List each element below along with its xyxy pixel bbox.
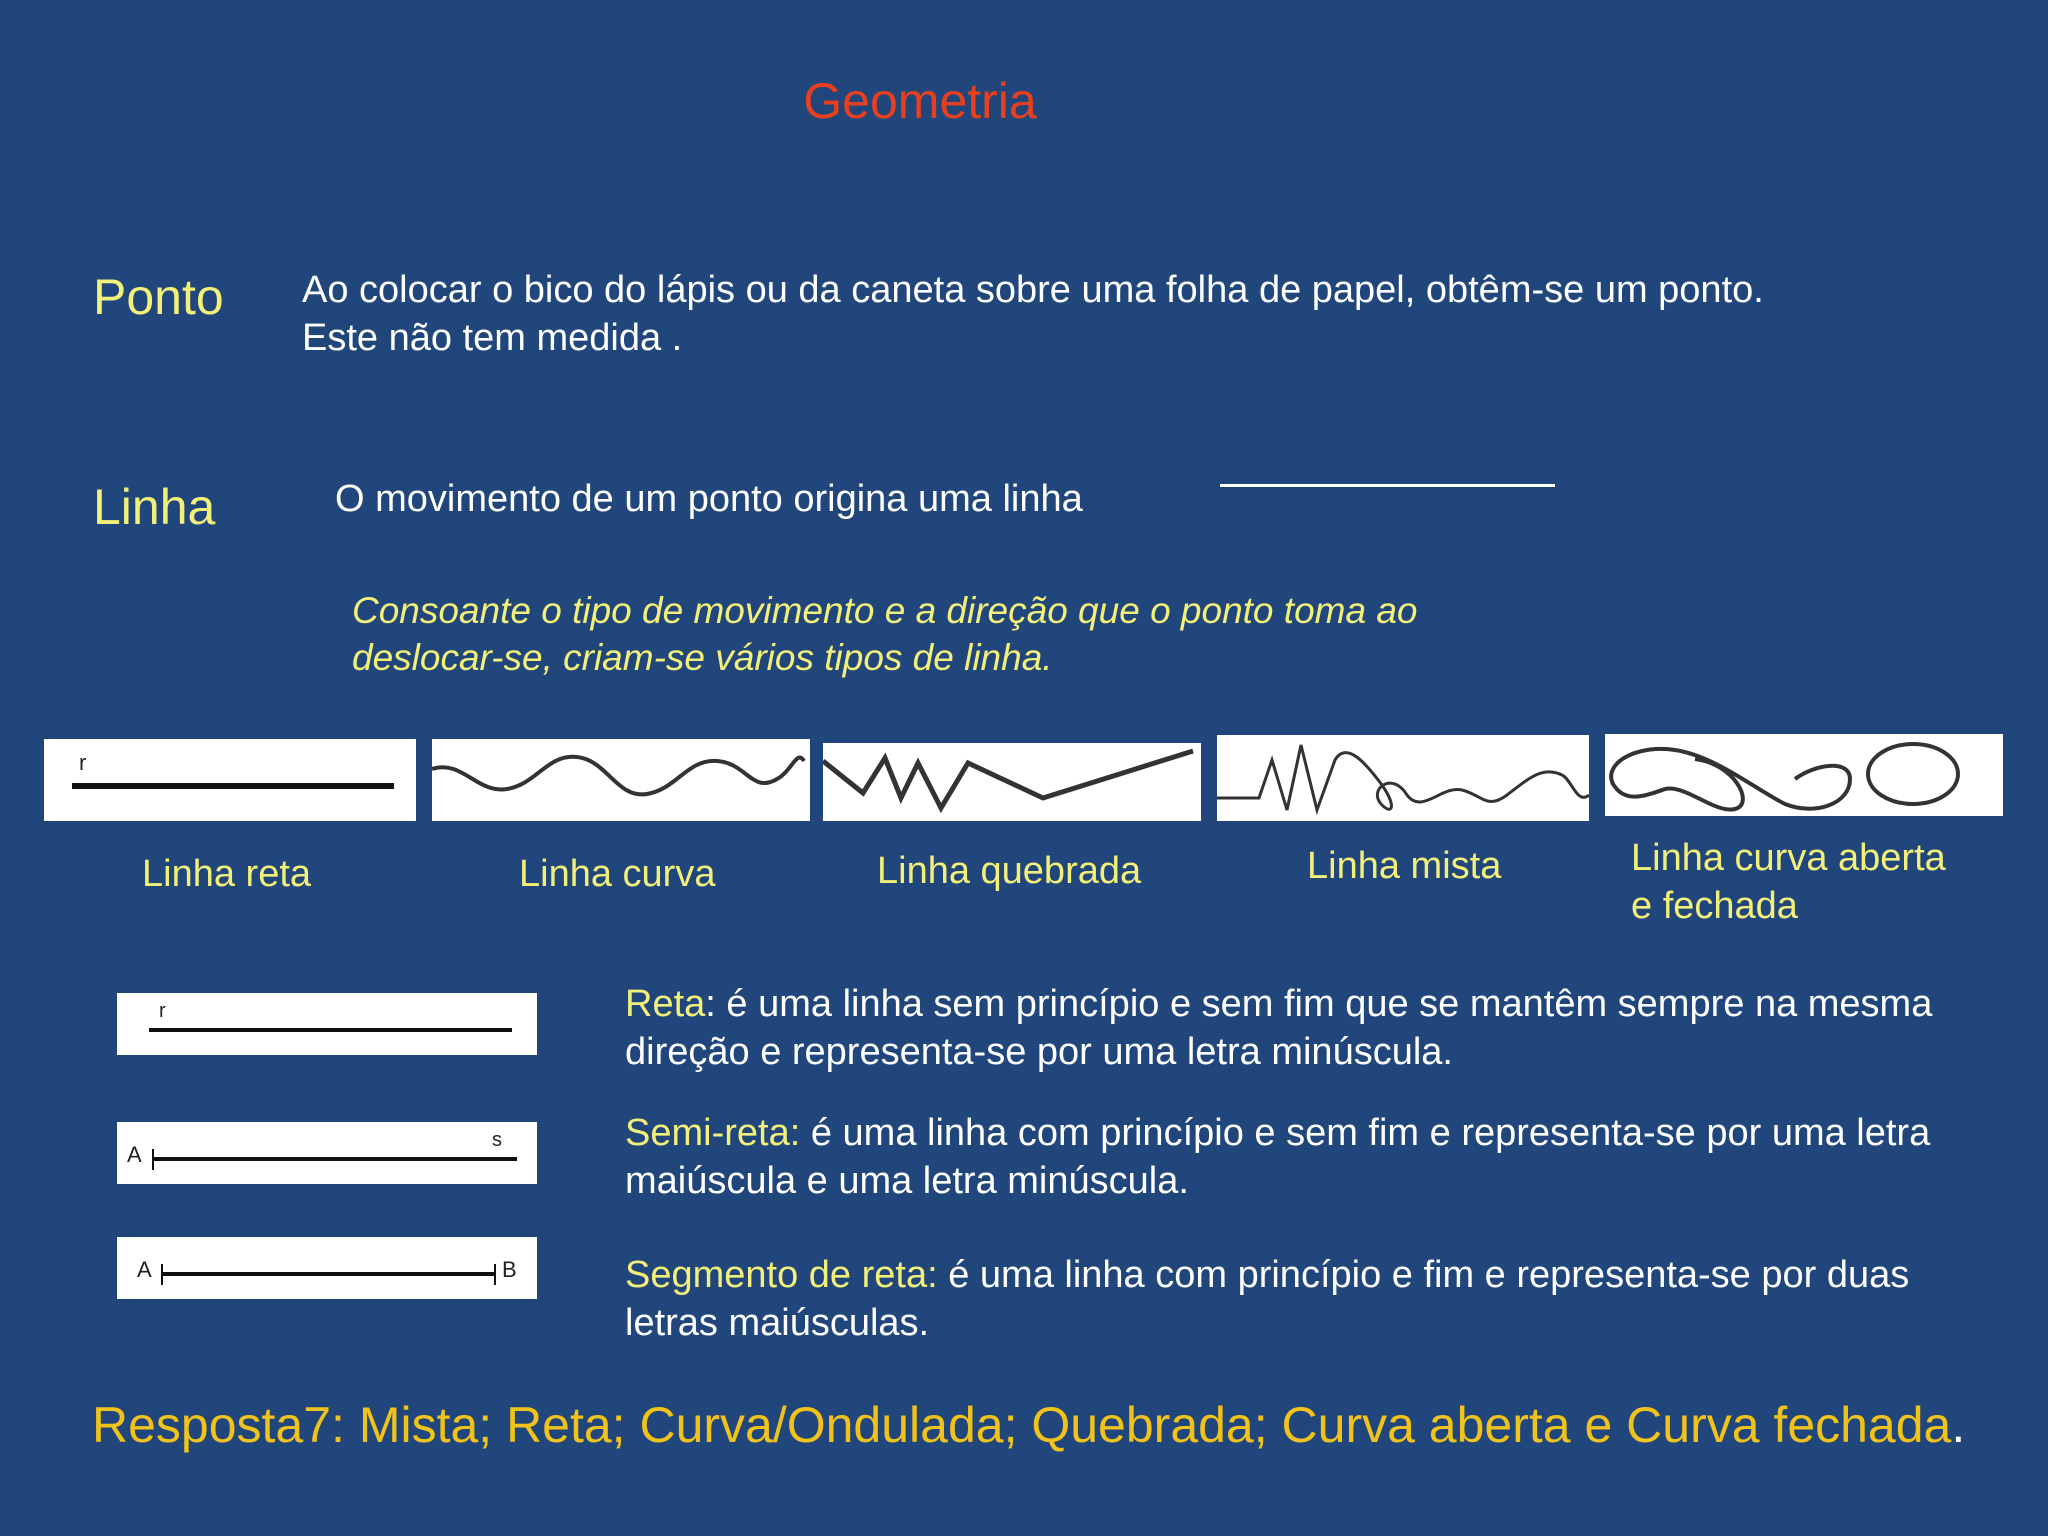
segmento-label-b: B bbox=[502, 1257, 517, 1282]
linha-description: O movimento de um ponto origina uma linha bbox=[335, 478, 1083, 520]
broken-line-drawing bbox=[823, 743, 1201, 821]
straight-line-drawing bbox=[44, 739, 416, 821]
semi-reta-label-a: A bbox=[127, 1142, 142, 1167]
broken-line-panel bbox=[823, 743, 1201, 821]
curve-line-stroke bbox=[432, 757, 804, 795]
segmento-definition bbox=[625, 1251, 1955, 1347]
closed-curve-panel bbox=[1605, 734, 2003, 816]
broken-line-stroke bbox=[823, 751, 1193, 808]
caption-line-2: e fechada bbox=[1631, 885, 1798, 927]
ponto-line-2: Este não tem medida . bbox=[302, 317, 683, 359]
straight-line-label: r bbox=[79, 750, 87, 775]
answer-text: Resposta7: Mista; Reta; Curva/Ondulada; Quebrada; Curva aberta e Curva fechada bbox=[92, 1397, 1952, 1453]
segmento-drawing bbox=[117, 1237, 537, 1299]
caption-linha-quebrada: Linha quebrada bbox=[877, 850, 1142, 892]
page-title: Geometria bbox=[803, 73, 1037, 129]
reta-text: é uma linha sem princípio e sem fim que se mantêm sempre na mesma direção e representa-se por uma letra minúscula. bbox=[625, 983, 1933, 1073]
semi-reta-term: Semi-reta: bbox=[625, 1112, 801, 1154]
reta-drawing bbox=[117, 993, 537, 1055]
caption-linha-curva: Linha curva bbox=[519, 853, 716, 895]
linha-note-line-2: deslocar-se, criam-se vários tipos de linha. bbox=[352, 637, 1053, 678]
semi-reta-label-s: s bbox=[492, 1129, 502, 1151]
reta-term: Reta bbox=[625, 983, 706, 1025]
closed-curve-stroke bbox=[1868, 744, 1958, 804]
caption-line-1: Linha curva aberta bbox=[1631, 837, 1946, 879]
caption-linha-reta: Linha reta bbox=[142, 853, 312, 895]
segmento-panel bbox=[117, 1237, 537, 1299]
linha-note bbox=[352, 587, 1852, 681]
answer-period: . bbox=[1951, 1397, 1966, 1453]
mixed-line-stroke bbox=[1217, 745, 1589, 810]
example-line bbox=[1220, 484, 1555, 487]
segmento-label-a: A bbox=[137, 1257, 152, 1282]
linha-heading: Linha bbox=[93, 479, 216, 535]
answer bbox=[92, 1394, 1992, 1456]
ponto-heading: Ponto bbox=[93, 269, 224, 325]
semi-reta-drawing bbox=[117, 1122, 537, 1184]
ponto-description bbox=[302, 266, 2002, 362]
caption-linha-curva-aberta-fechada bbox=[1631, 834, 1946, 930]
straight-line-panel bbox=[44, 739, 416, 821]
open-curve-stroke bbox=[1611, 749, 1850, 810]
reta-label-r: r bbox=[159, 1000, 166, 1022]
curve-line-panel bbox=[432, 739, 810, 821]
closed-curve-drawing bbox=[1605, 734, 2003, 816]
curve-line-drawing bbox=[432, 739, 810, 821]
caption-linha-mista: Linha mista bbox=[1307, 845, 1502, 887]
reta-sep: : bbox=[705, 983, 716, 1025]
semi-reta-text: é uma linha com princípio e sem fim e representa-se por uma letra maiúscula e uma letra minúscula. bbox=[625, 1112, 1931, 1202]
reta-panel bbox=[117, 993, 537, 1055]
ponto-line-1: Ao colocar o bico do lápis ou da caneta sobre uma folha de papel, obtêm-se um ponto. bbox=[302, 269, 1764, 311]
segmento-term: Segmento de reta: bbox=[625, 1254, 938, 1296]
semi-reta-panel bbox=[117, 1122, 537, 1184]
segmento-text: é uma linha com princípio e fim e representa-se por duas letras maiúsculas. bbox=[625, 1254, 1910, 1344]
mixed-line-panel bbox=[1217, 735, 1589, 821]
reta-definition bbox=[625, 980, 1955, 1076]
semi-reta-definition bbox=[625, 1109, 1955, 1205]
linha-note-line-1: Consoante o tipo de movimento e a direção que o ponto toma ao bbox=[352, 590, 1418, 631]
mixed-line-drawing bbox=[1217, 735, 1589, 821]
